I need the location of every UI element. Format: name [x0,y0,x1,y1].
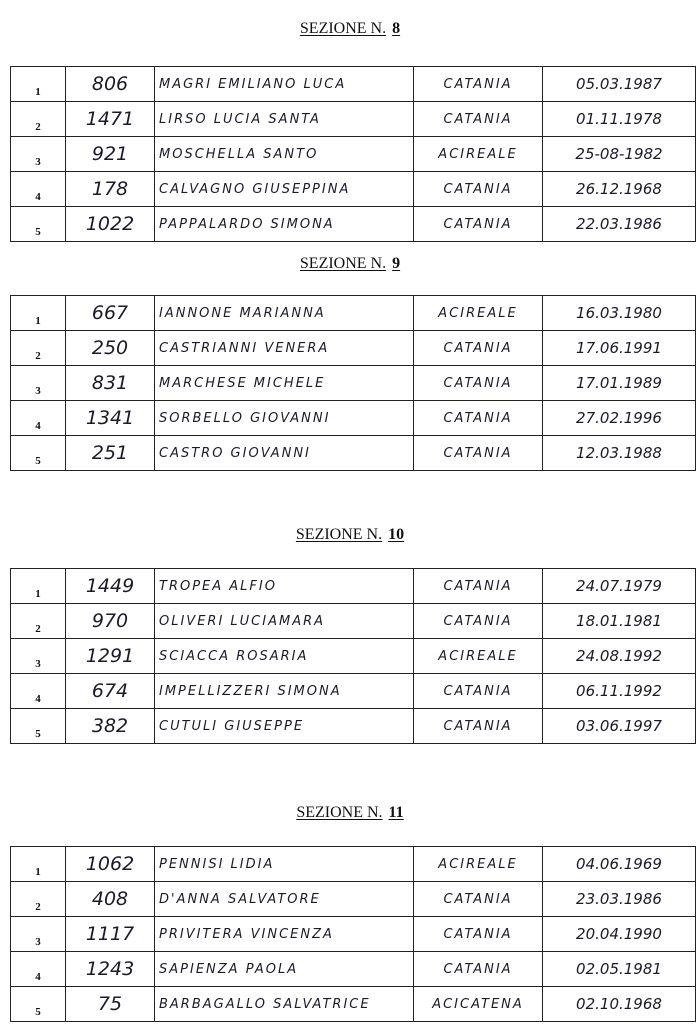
section-8-heading [0,20,700,38]
table-row [11,436,696,471]
table-row [11,639,696,674]
city: CATANIA [443,217,513,232]
registry-number: 1291 [85,645,135,667]
row-index: 2 [11,331,66,366]
row-index: 4 [11,172,66,207]
full-name: SAPIENZA PAOLA [159,962,299,977]
full-name: OLIVERI LUCIAMARA [159,614,326,629]
registry-number: 408 [91,888,129,910]
birth-date: 03.06.1997 [576,716,662,735]
birth-date: 01.11.1978 [576,109,662,128]
row-index: 5 [11,207,66,242]
registry-number: 75 [97,993,123,1015]
birth-date: 27.02.1996 [576,408,662,427]
table-row [11,296,696,331]
row-index: 2 [11,882,66,917]
city: ACIREALE [438,649,518,664]
row-index: 3 [11,639,66,674]
table-row [11,709,696,744]
registry-number: 674 [91,680,129,702]
table-row [11,207,696,242]
row-index: 4 [11,674,66,709]
full-name: SORBELLO GIOVANNI [159,411,331,426]
table-row [11,917,696,952]
section-11-table [10,846,696,1022]
row-index: 1 [11,296,66,331]
table-row [11,172,696,207]
city: CATANIA [443,77,513,92]
birth-date: 05.03.1987 [576,74,662,93]
registry-number: 1471 [85,108,135,130]
table-row [11,67,696,102]
table-row [11,401,696,436]
full-name: CASTRIANNI VENERA [159,341,330,356]
row-index: 2 [11,102,66,137]
table-row [11,604,696,639]
birth-date: 22.03.1986 [576,214,662,233]
registry-number: 970 [91,610,129,632]
registry-number: 1022 [85,213,135,235]
registry-number: 1341 [85,407,135,429]
registry-number: 382 [91,715,129,737]
row-index: 2 [11,604,66,639]
full-name: PRIVITERA VINCENZA [159,927,334,942]
birth-date: 20.04.1990 [576,924,662,943]
full-name: CASTRO GIOVANNI [159,446,311,461]
registry-number: 1449 [85,575,135,597]
full-name: TROPEA ALFIO [159,579,277,594]
city: CATANIA [443,182,513,197]
full-name: BARBAGALLO SALVATRICE [159,997,371,1012]
registry-number: 1062 [85,853,135,875]
city: ACIREALE [438,306,518,321]
full-name: PAPPALARDO SIMONA [159,217,335,232]
section-number: 9 [392,255,401,272]
city: CATANIA [443,411,513,426]
birth-date: 18.01.1981 [576,611,662,630]
section-title: SEZIONE N. [299,20,387,37]
section-10-heading [0,526,700,544]
full-name: D'ANNA SALVATORE [159,892,321,907]
table-row [11,882,696,917]
registry-number: 1243 [85,958,135,980]
birth-date: 24.08.1992 [576,646,662,665]
registry-number: 1117 [85,923,135,945]
section-title: SEZIONE N. [299,255,387,272]
registry-number: 921 [91,143,129,165]
registry-number: 831 [91,372,129,394]
city: ACICATENA [432,997,524,1012]
row-index: 5 [11,987,66,1022]
table-row [11,102,696,137]
section-11-heading [0,804,700,822]
registry-number: 251 [91,442,129,464]
full-name: IMPELLIZZERI SIMONA [159,684,342,699]
city: CATANIA [443,614,513,629]
registry-number: 667 [91,302,129,324]
section-9-table [10,295,696,471]
birth-date: 24.07.1979 [576,576,662,595]
row-index: 3 [11,917,66,952]
section-10-table [10,568,696,744]
row-index: 5 [11,436,66,471]
table-row [11,952,696,987]
birth-date: 23.03.1986 [576,889,662,908]
row-index: 3 [11,137,66,172]
city: CATANIA [443,579,513,594]
full-name: MARCHESE MICHELE [159,376,326,391]
city: CATANIA [443,927,513,942]
birth-date: 16.03.1980 [576,303,662,322]
registry-number: 250 [91,337,129,359]
section-title: SEZIONE N. [296,804,383,821]
full-name: IANNONE MARIANNA [159,306,326,321]
row-index: 3 [11,366,66,401]
row-index: 1 [11,847,66,882]
section-9-heading [0,255,700,273]
table-row [11,331,696,366]
city: CATANIA [443,719,513,734]
section-number: 8 [392,20,401,37]
full-name: CUTULI GIUSEPPE [159,719,305,734]
birth-date: 04.06.1969 [576,854,662,873]
table-row [11,847,696,882]
full-name: LIRSO LUCIA SANTA [159,112,321,127]
full-name: CALVAGNO GIUSEPPINA [159,182,351,197]
city: ACIREALE [438,147,518,162]
table-row [11,366,696,401]
table-row [11,674,696,709]
city: ACIREALE [438,857,518,872]
full-name: SCIACCA ROSARIA [159,649,309,664]
section-title: SEZIONE N. [295,526,383,543]
row-index: 1 [11,569,66,604]
city: CATANIA [443,341,513,356]
table-row [11,137,696,172]
row-index: 5 [11,709,66,744]
row-index: 4 [11,952,66,987]
birth-date: 12.03.1988 [576,443,662,462]
section-number: 10 [388,526,405,543]
birth-date: 02.10.1968 [576,994,662,1013]
birth-date: 02.05.1981 [576,959,662,978]
full-name: PENNISI LIDIA [159,857,275,872]
city: CATANIA [443,892,513,907]
birth-date: 17.01.1989 [576,373,662,392]
row-index: 1 [11,67,66,102]
city: CATANIA [443,962,513,977]
full-name: MOSCHELLA SANTO [159,147,319,162]
birth-date: 17.06.1991 [576,338,662,357]
city: CATANIA [443,684,513,699]
registry-number: 178 [91,178,129,200]
city: CATANIA [443,112,513,127]
city: CATANIA [443,376,513,391]
birth-date: 25-08-1982 [575,144,663,163]
city: CATANIA [443,446,513,461]
birth-date: 26.12.1968 [576,179,662,198]
table-row [11,569,696,604]
row-index: 4 [11,401,66,436]
birth-date: 06.11.1992 [576,681,662,700]
registry-number: 806 [91,73,129,95]
full-name: MAGRI EMILIANO LUCA [159,77,347,92]
section-8-table [10,66,696,242]
section-number: 11 [388,804,404,821]
table-row [11,987,696,1022]
